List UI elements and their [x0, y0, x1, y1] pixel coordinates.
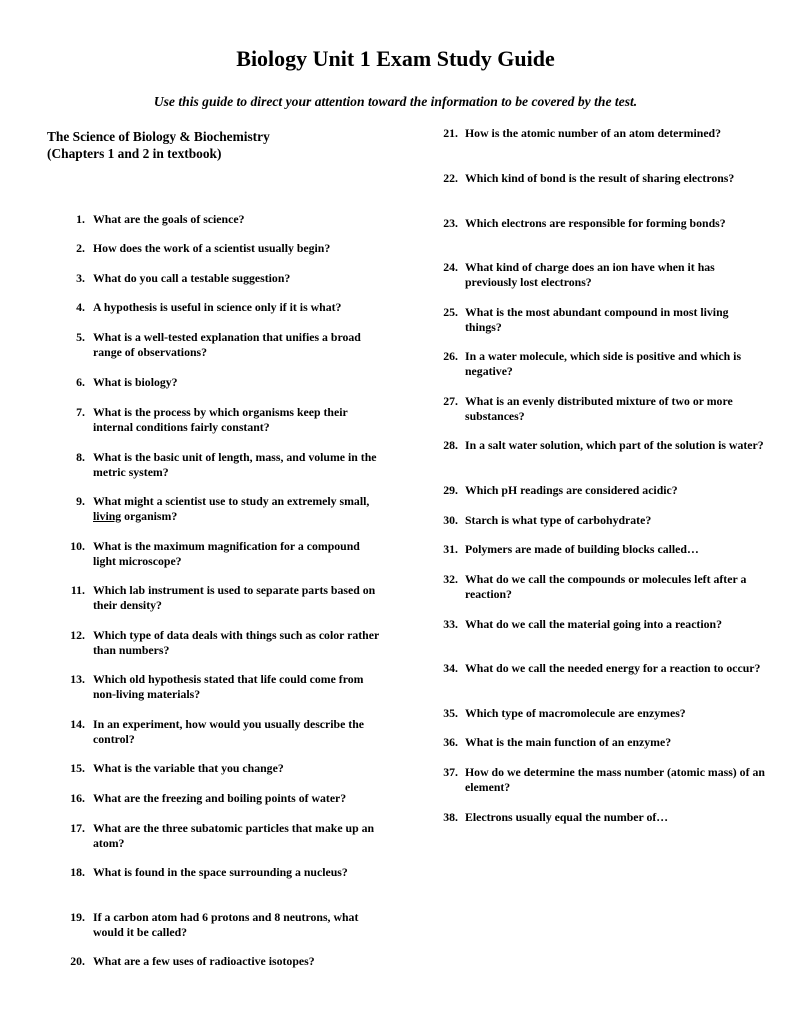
- question-number: 31.: [443, 542, 458, 556]
- question-number: 33.: [443, 617, 458, 631]
- question-number: 7.: [76, 405, 85, 419]
- question-text: Polymers are made of building blocks called…: [465, 542, 699, 556]
- question-text: Which old hypothesis stated that life could come from non-living materials?: [93, 672, 364, 701]
- question-number: 27.: [443, 394, 458, 408]
- question-text: How do we determine the mass number (atomic mass) of an element?: [465, 765, 765, 794]
- question-number: 17.: [70, 821, 85, 835]
- question-number: 11.: [70, 583, 85, 597]
- question-number: 13.: [70, 672, 85, 686]
- question-text: [93, 494, 383, 524]
- question-text: What are the goals of science?: [93, 212, 245, 226]
- section-heading-line2: (Chapters 1 and 2 in textbook): [47, 146, 222, 161]
- question-text: How does the work of a scientist usually begin?: [93, 241, 331, 255]
- question-number: 32.: [443, 572, 458, 586]
- question-number: 5.: [76, 330, 85, 344]
- question-number: 18.: [70, 865, 85, 879]
- question-number: 1.: [76, 212, 85, 226]
- question-text: Which electrons are responsible for forming bonds?: [465, 216, 726, 230]
- question-number: 36.: [443, 735, 458, 749]
- question-number: 10.: [70, 539, 85, 553]
- question-number: 23.: [443, 216, 458, 230]
- question-number: 25.: [443, 305, 458, 319]
- page-title: Biology Unit 1 Exam Study Guide: [236, 46, 555, 71]
- question-number: 9.: [76, 494, 85, 508]
- question-text: If a carbon atom had 6 protons and 8 neutrons, what would it be called?: [93, 910, 359, 939]
- question-number: 35.: [443, 706, 458, 720]
- question-text-part: organism?: [121, 509, 178, 523]
- question-text: Electrons usually equal the number of…: [465, 810, 669, 824]
- question-text: What do we call the needed energy for a reaction to occur?: [465, 661, 761, 675]
- question-text: What is a well-tested explanation that unifies a broad range of observations?: [93, 330, 361, 359]
- question-number: 15.: [70, 761, 85, 775]
- question-number: 12.: [70, 628, 85, 642]
- question-number: 21.: [443, 126, 458, 140]
- page-subtitle: Use this guide to direct your attention toward the information to be covered by the test.: [153, 94, 638, 109]
- question-text: What is the process by which organisms keep their internal conditions fairly constant?: [93, 405, 348, 434]
- question-text: In an experiment, how would you usually describe the control?: [93, 717, 365, 746]
- question-number: 38.: [443, 810, 458, 824]
- question-number: 4.: [76, 300, 85, 314]
- question-text: What do you call a testable suggestion?: [93, 271, 291, 285]
- question-text: What are the three subatomic particles that make up an atom?: [93, 821, 375, 850]
- question-number: 3.: [76, 271, 85, 285]
- question-number: 26.: [443, 349, 458, 363]
- section-heading: [47, 128, 387, 162]
- question-number: 16.: [70, 791, 85, 805]
- question-text: What kind of charge does an ion have when it has previously lost electrons?: [465, 260, 715, 289]
- question-text: What do we call the compounds or molecules left after a reaction?: [465, 572, 747, 601]
- question-text: What is the basic unit of length, mass, and volume in the metric system?: [93, 450, 377, 479]
- question-text: Starch is what type of carbohydrate?: [465, 513, 652, 527]
- question-text: Which kind of bond is the result of sharing electrons?: [465, 171, 735, 185]
- question-number: 20.: [70, 954, 85, 968]
- question-number: 28.: [443, 438, 458, 452]
- underlined-word: living: [93, 509, 122, 523]
- question-text: What is found in the space surrounding a nucleus?: [93, 865, 348, 879]
- left-column: [47, 128, 387, 968]
- question-text: Which pH readings are considered acidic?: [465, 483, 678, 497]
- question-text: What do we call the material going into a reaction?: [465, 617, 722, 631]
- question-text: What is the main function of an enzyme?: [465, 735, 672, 749]
- question-text: What are a few uses of radioactive isotopes?: [93, 954, 315, 968]
- question-text-part: What might a scientist use to study an extremely small,: [93, 494, 370, 508]
- question-number: 37.: [443, 765, 458, 779]
- question-text: Which type of macromolecule are enzymes?: [465, 706, 686, 720]
- question-text: What is the maximum magnification for a compound light microscope?: [93, 539, 360, 568]
- question-number: 22.: [443, 171, 458, 185]
- question-number: 2.: [76, 241, 85, 255]
- section-heading-line1: The Science of Biology & Biochemistry: [47, 129, 270, 144]
- question-text: What is the most abundant compound in most living things?: [465, 305, 729, 334]
- question-text: Which lab instrument is used to separate parts based on their density?: [93, 583, 376, 612]
- question-number: 29.: [443, 483, 458, 497]
- question-text: Which type of data deals with things such as color rather than numbers?: [93, 628, 379, 657]
- question-text: What is the variable that you change?: [93, 761, 284, 775]
- question-number: 19.: [70, 910, 85, 924]
- question-number: 30.: [443, 513, 458, 527]
- question-text: What is biology?: [93, 375, 178, 389]
- question-number: 14.: [70, 717, 85, 731]
- question-text: How is the atomic number of an atom determined?: [465, 126, 722, 140]
- question-text: In a salt water solution, which part of the solution is water?: [465, 438, 764, 452]
- question-number: 8.: [76, 450, 85, 464]
- question-number: 24.: [443, 260, 458, 274]
- question-text: What are the freezing and boiling points of water?: [93, 791, 347, 805]
- question-text: A hypothesis is useful in science only if it is what?: [93, 300, 342, 314]
- question-number: 6.: [76, 375, 85, 389]
- question-text: What is an evenly distributed mixture of two or more substances?: [465, 394, 733, 423]
- question-number: 34.: [443, 661, 458, 675]
- question-text: In a water molecule, which side is positive and which is negative?: [465, 349, 742, 378]
